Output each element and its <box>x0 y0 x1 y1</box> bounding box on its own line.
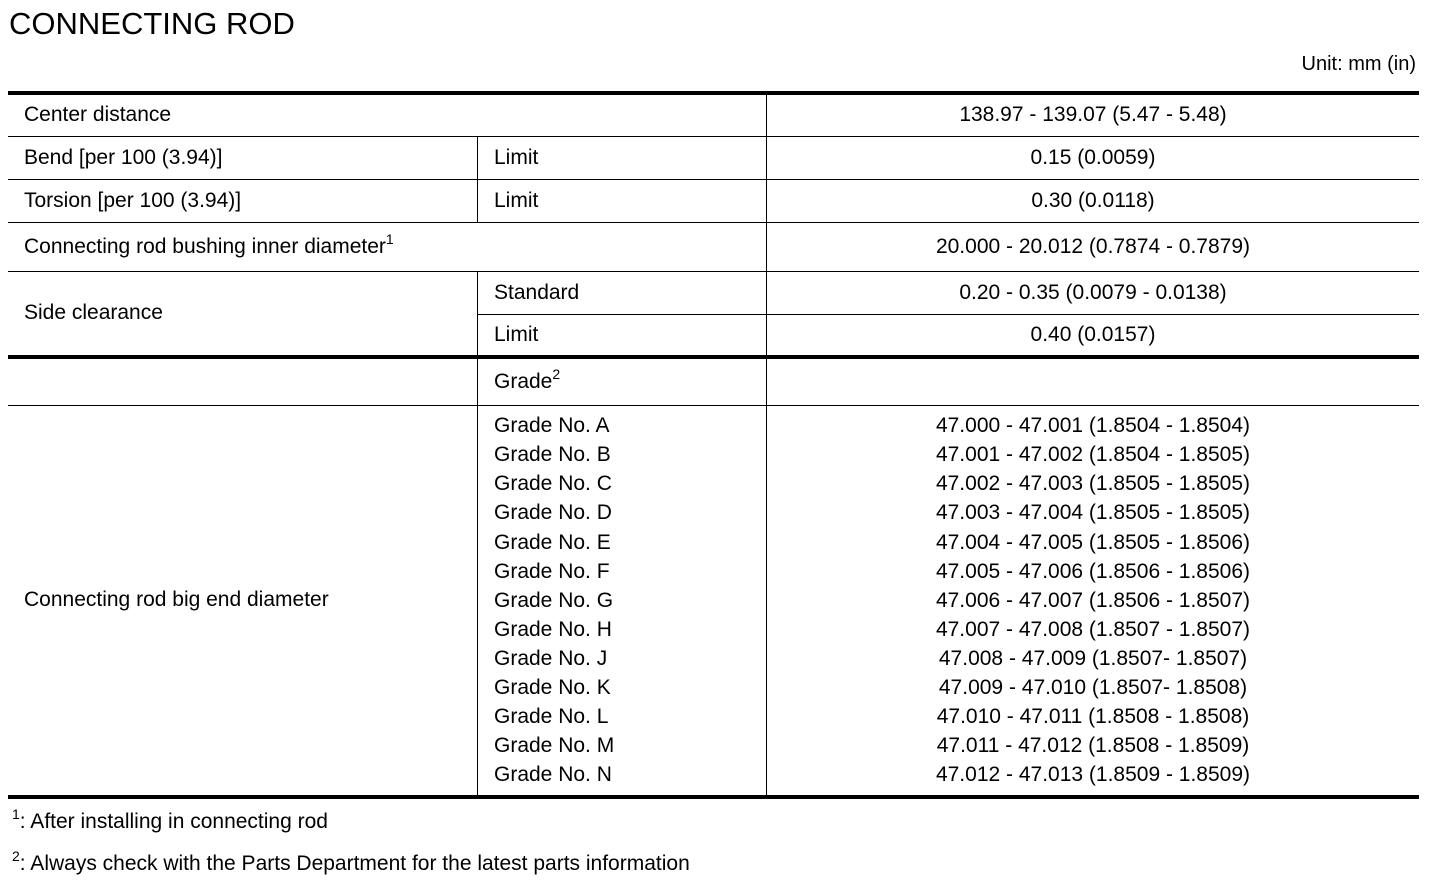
table-row <box>8 405 1419 797</box>
footnote-mark: 2 <box>12 848 20 864</box>
grade-name: Grade No. F <box>494 559 610 583</box>
grade-value: 47.001 - 47.002 (1.8504 - 1.8505) <box>935 443 1251 467</box>
footnote-1 <box>12 806 328 834</box>
row-value: 0.20 - 0.35 (0.0079 - 0.0138) <box>767 271 1420 314</box>
grade-name: Grade No. B <box>494 443 611 467</box>
empty-cell <box>767 357 1420 405</box>
table-row <box>8 93 1419 136</box>
grade-value: 47.012 - 47.013 (1.8509 - 1.8509) <box>935 763 1251 787</box>
grade-value-list <box>775 411 1411 789</box>
grade-value: 47.005 - 47.006 (1.8506 - 1.8506) <box>935 559 1251 583</box>
bushing-label: Connecting rod bushing inner diameter <box>24 234 386 258</box>
grade-value: 47.000 - 47.001 (1.8504 - 1.8504) <box>935 414 1251 438</box>
grade-name: Grade No. M <box>494 734 615 758</box>
footnote-text: : Always check with the Parts Department for the latest parts information <box>19 852 690 875</box>
grade-name: Grade No. J <box>494 646 608 670</box>
grade-value: 47.009 - 47.010 (1.8507- 1.8508) <box>938 675 1248 699</box>
table-row <box>8 357 1419 405</box>
grade-name: Grade No. G <box>494 588 614 612</box>
grade-value: 47.008 - 47.009 (1.8507- 1.8507) <box>938 646 1248 670</box>
grade-header-label: Grade <box>494 369 553 393</box>
row-label: Bend [per 100 (3.94)] <box>8 136 478 179</box>
unit-label: Unit: mm (in) <box>1301 53 1416 75</box>
row-value: 0.15 (0.0059) <box>767 136 1420 179</box>
footnote-mark: 2 <box>552 365 561 382</box>
footnote-2 <box>12 848 690 876</box>
row-label: Torsion [per 100 (3.94)] <box>8 179 478 222</box>
grade-names <box>494 411 750 789</box>
grade-value: 47.003 - 47.004 (1.8505 - 1.8505) <box>935 501 1251 525</box>
table-row <box>8 136 1419 179</box>
row-value: 0.30 (0.0118) <box>767 179 1420 222</box>
spec-table <box>8 91 1419 799</box>
row-label: Side clearance <box>8 271 478 357</box>
row-label <box>8 222 767 271</box>
grade-value: 47.007 - 47.008 (1.8507 - 1.8507) <box>935 617 1251 641</box>
grade-name: Grade No. A <box>494 414 610 438</box>
grade-name: Grade No. N <box>494 763 612 787</box>
grade-header <box>478 357 767 405</box>
page-title: CONNECTING ROD <box>9 6 295 41</box>
row-sublabel: Limit <box>478 314 767 357</box>
empty-cell <box>8 357 478 405</box>
row-sublabel: Limit <box>478 179 767 222</box>
row-sublabel: Limit <box>478 136 767 179</box>
grade-value: 47.002 - 47.003 (1.8505 - 1.8505) <box>935 472 1251 496</box>
row-value: 0.40 (0.0157) <box>767 314 1420 357</box>
row-sublabel: Standard <box>478 271 767 314</box>
table-row <box>8 179 1419 222</box>
grade-value: 47.010 - 47.011 (1.8508 - 1.8508) <box>936 705 1250 729</box>
footnote-mark: 1 <box>12 806 20 822</box>
grade-name: Grade No. C <box>494 472 612 496</box>
grade-name: Grade No. E <box>494 530 611 554</box>
table-row <box>8 222 1419 271</box>
grade-value: 47.006 - 47.007 (1.8506 - 1.8507) <box>935 588 1251 612</box>
footnote-mark: 1 <box>385 230 394 247</box>
row-value: 138.97 - 139.07 (5.47 - 5.48) <box>767 93 1420 136</box>
footnote-text: : After installing in connecting rod <box>19 810 328 833</box>
grade-name: Grade No. H <box>494 617 612 641</box>
grade-value: 47.011 - 47.012 (1.8508 - 1.8509) <box>936 734 1250 758</box>
row-value: 20.000 - 20.012 (0.7874 - 0.7879) <box>767 222 1420 271</box>
table-row <box>8 271 1419 314</box>
grade-values <box>767 405 1420 797</box>
grade-list <box>478 405 767 797</box>
row-label: Center distance <box>8 93 767 136</box>
grade-name: Grade No. K <box>494 675 611 699</box>
grade-name: Grade No. L <box>494 705 609 729</box>
grade-name: Grade No. D <box>494 501 612 525</box>
grade-value: 47.004 - 47.005 (1.8505 - 1.8506) <box>935 530 1251 554</box>
row-label: Connecting rod big end diameter <box>8 405 478 797</box>
